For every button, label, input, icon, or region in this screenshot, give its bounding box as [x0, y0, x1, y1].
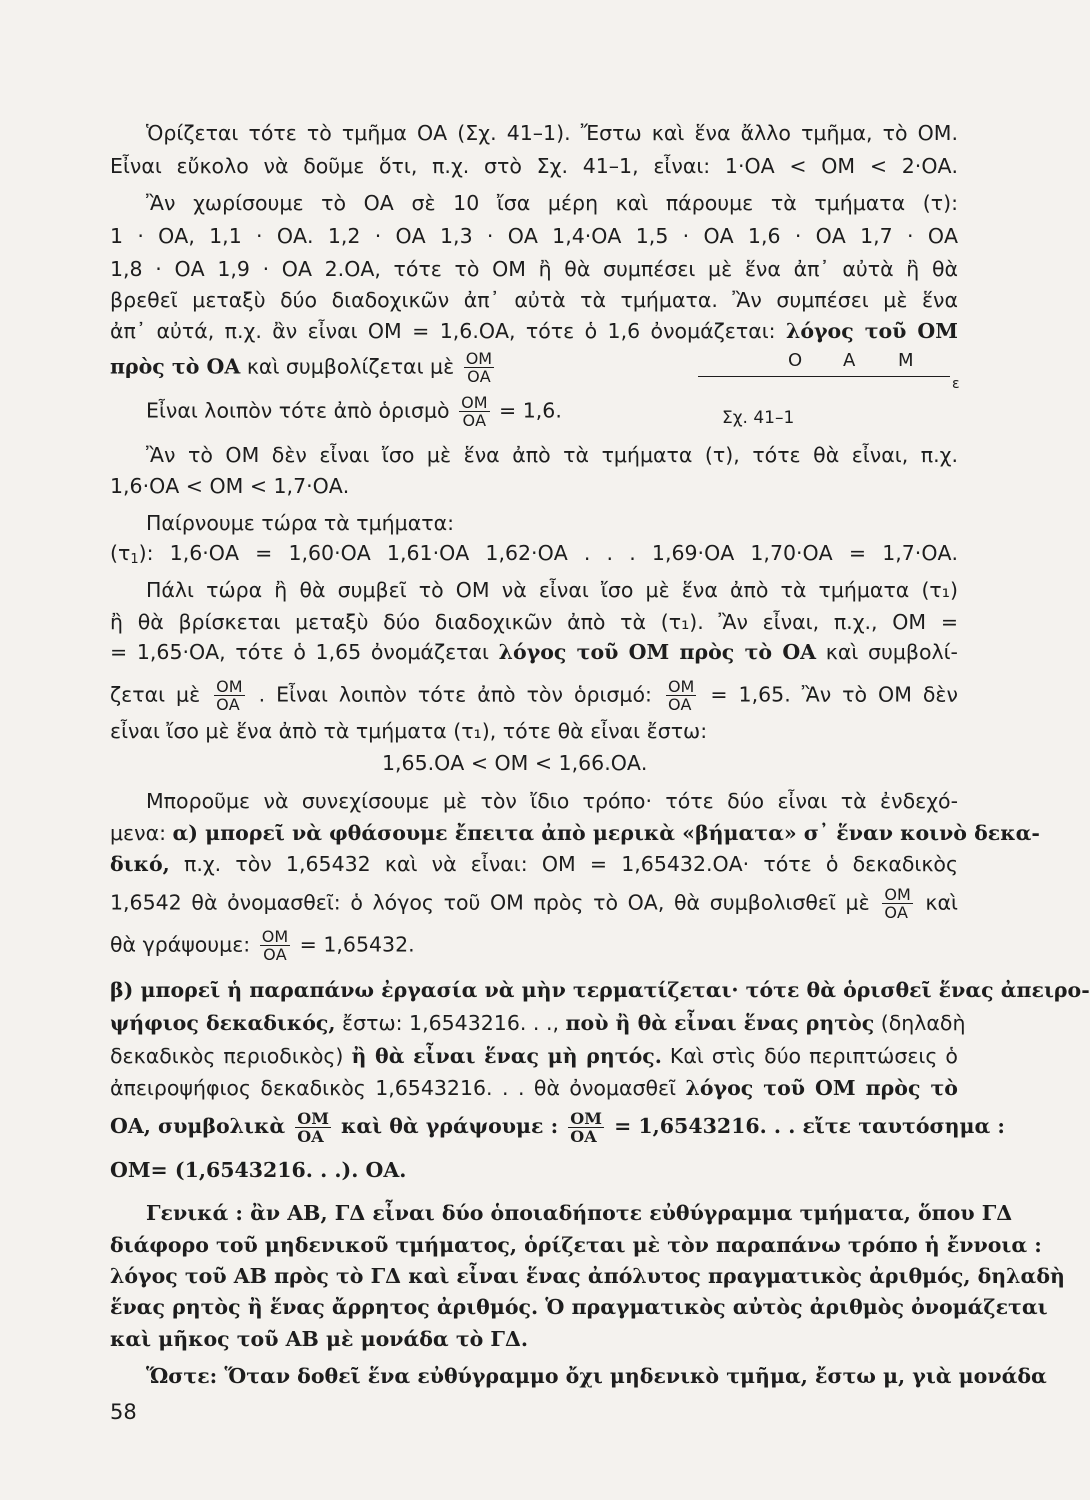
text-span: καὶ συμβολί-: [825, 640, 958, 664]
bold-term: ἢ θὰ εἶναι ἕνας μὴ ρητός.: [351, 1044, 662, 1068]
fraction-denominator: ΟΑ: [263, 945, 287, 964]
text-line: διάφορο τοῦ μηδενικοῦ τμήματος, ὁρίζεται μὲ τὸν παραπάνω τρόπο ἡ ἔννοια :: [110, 1233, 1042, 1257]
text-line: [110, 538, 958, 575]
text-line: Ἂν τὸ ΟΜ δὲν εἶναι ἴσο μὲ ἕνα ἀπὸ τὰ τμήματα (τ), τότε θὰ εἶναι, π.χ.: [146, 443, 958, 467]
text-line: Πάλι τώρα ἢ θὰ συμβεῖ τὸ ΟΜ νὰ εἶναι ἴσο μὲ ἕνα ἀπὸ τὰ τμήματα (τ₁): [146, 578, 958, 602]
text-span: μενα:: [110, 821, 166, 845]
text-span: καὶ θὰ γράψουμε :: [341, 1114, 559, 1138]
text-span: Καὶ στὶς δύο περιπτώσεις ὁ: [669, 1044, 958, 1068]
text-line: Ὥστε: Ὅταν δοθεῖ ἕνα εὐθύγραμμο ὄχι μηδενικὸ τμῆμα, ἔστω μ, γιὰ μονάδα: [146, 1364, 1047, 1388]
text-span: δεκαδικὸς περιοδικὸς): [110, 1044, 344, 1068]
text-line: Εἶναι εὔκολο νὰ δοῦμε ὅτι, π.χ. στὸ Σχ. 41–1, εἶναι: 1·ΟΑ < ΟΜ < 2·ΟΑ.: [110, 154, 958, 178]
fraction-numerator: ΟΜ: [465, 349, 493, 368]
bold-term: λόγος τοῦ ΟΜ: [785, 319, 958, 343]
fraction-om-oa: [295, 1110, 331, 1145]
text-line: 1 · ΟΑ, 1,1 · ΟΑ. 1,2 · ΟΑ 1,3 · ΟΑ 1,4·ΟΑ 1,5 · ΟΑ 1,6 · ΟΑ 1,7 · ΟΑ: [110, 224, 958, 248]
text-line: [110, 1109, 1005, 1146]
segment-line: [698, 376, 950, 377]
text-line: [110, 849, 958, 879]
bold-term: λόγος τοῦ ΟΜ πρὸς τὸ: [685, 1076, 958, 1100]
text-span: ): 1,6·ΟΑ = 1,60·ΟΑ 1,61·ΟΑ 1,62·ΟΑ . . . 1,69·ΟΑ 1,70·ΟΑ = 1,7·ΟΑ.: [138, 541, 958, 565]
text-span: ΟΑ, συμβολικὰ: [110, 1114, 286, 1138]
point-label-a: Α: [843, 350, 856, 371]
text-line: [110, 818, 1040, 848]
text-span: ἀπ᾽ αὐτά, π.χ. ἂν εἶναι ΟΜ = 1,6.ΟΑ, τότε ὁ 1,6 ὀνομάζεται:: [110, 319, 776, 343]
text-span: (τ: [110, 541, 131, 565]
text-line: ἢ θὰ βρίσκεται μεταξὺ δύο διαδοχικῶν ἀπὸ τὰ (τ₁). Ἂν εἶναι, π.χ., ΟΜ =: [110, 610, 958, 634]
fraction-om-oa: [459, 394, 489, 429]
text-span: = 1,65432.: [299, 932, 415, 957]
figure-caption: Σχ. 41–1: [722, 408, 795, 428]
fraction-om-oa: [882, 886, 912, 921]
fraction-denominator: ΟΑ: [884, 903, 908, 922]
fraction-om-oa: [666, 678, 696, 713]
point-label-m: Μ: [898, 350, 914, 371]
text-span: καὶ: [925, 890, 958, 915]
text-span: = 1,6543216. . . εἴτε ταυτόσημα :: [614, 1114, 1005, 1138]
text-line: βρεθεῖ μεταξὺ δύο διαδοχικῶν ἀπ᾽ αὐτὰ τὰ τμήματα. Ἂν συμπέσει μὲ ἕνα: [110, 288, 958, 312]
text-span: 1,6542 θὰ ὀνομασθεῖ: ὁ λόγος τοῦ ΟΜ πρὸς τὸ ΟΑ, θὰ συμβολισθεῖ μὲ: [110, 890, 870, 915]
text-span: = 1,6.: [499, 398, 562, 423]
fraction-numerator: ΟΜ: [667, 677, 695, 696]
fraction-om-oa: [260, 928, 290, 963]
text-line: εἶναι ἴσο μὲ ἕνα ἀπὸ τὰ τμήματα (τ₁), τότε θὰ εἶναι ἔστω:: [110, 719, 708, 743]
text-line: Παίρνουμε τώρα τὰ τμήματα:: [146, 511, 454, 535]
fraction-denominator: ΟΑ: [467, 367, 491, 386]
fraction-numerator: ΟΜ: [297, 1109, 329, 1128]
fraction-denominator: ΟΑ: [297, 1127, 324, 1146]
fraction-numerator: ΟΜ: [461, 393, 488, 412]
text-line: [110, 678, 958, 713]
figure-41-1: [670, 350, 960, 450]
bold-term: δικό,: [110, 852, 170, 876]
text-line: [110, 1073, 958, 1103]
fraction-numerator: ΟΜ: [261, 927, 289, 946]
bold-term: ποὺ ἢ θὰ εἶναι ἕνας ρητὸς: [565, 1011, 875, 1035]
text-line: 1,8 · ΟΑ 1,9 · ΟΑ 2.ΟΑ, τότε τὸ ΟΜ ἢ θὰ συμπέσει μὲ ἕνα ἀπ᾽ αὐτὰ ἢ θὰ: [110, 257, 958, 281]
fraction-denominator: ΟΑ: [462, 411, 487, 430]
text-line: λόγος τοῦ ΑΒ πρὸς τὸ ΓΔ καὶ εἶναι ἕνας ἀπόλυτος πραγματικὸς ἀριθμός, δηλαδὴ: [110, 1264, 1065, 1288]
text-line: ἕνας ρητὸς ἢ ἕνας ἄρρητος ἀριθμός. Ὁ πραγματικὸς αὐτὸς ἀριθμὸς ὀνομάζεται: [110, 1295, 1048, 1319]
text-line: καὶ μῆκος τοῦ ΑΒ μὲ μονάδα τὸ ΓΔ.: [110, 1327, 529, 1351]
text-line: Ἂν χωρίσουμε τὸ ΟΑ σὲ 10 ἴσα μέρη καὶ πάρουμε τὰ τμήματα (τ):: [146, 191, 958, 215]
page-number: 58: [110, 1400, 137, 1424]
text-span: θὰ γράψουμε:: [110, 932, 251, 957]
text-line: 1,6·ΟΑ < ΟΜ < 1,7·ΟΑ.: [110, 474, 350, 498]
bold-term: πρὸς τὸ ΟΑ: [110, 354, 241, 379]
text-line: [110, 316, 958, 346]
fraction-denominator: ΟΑ: [216, 695, 240, 714]
bold-term: α) μπορεῖ νὰ φθάσουμε ἔπειτα ἀπὸ μερικὰ «βήματα» σ᾽ ἕναν κοινὸ δεκα-: [172, 821, 1040, 845]
text-span: Εἶναι λοιπὸν τότε ἀπὸ ὁρισμὸ: [146, 398, 450, 423]
text-span: = 1,65·ΟΑ, τότε ὁ 1,65 ὀνομάζεται: [110, 640, 489, 664]
fraction-numerator: ΟΜ: [884, 885, 911, 904]
text-line: [110, 1008, 966, 1038]
text-span: . Εἶναι λοιπὸν τότε ἀπὸ τὸν ὁρισμό:: [258, 682, 652, 707]
subscript: 1: [130, 552, 139, 567]
text-span: ζεται μὲ: [110, 682, 201, 707]
text-span: π.χ. τὸν 1,65432 καὶ νὰ εἶναι: ΟΜ = 1,65432.ΟΑ· τότε ὁ δεκαδικὸς: [183, 852, 958, 876]
fraction-om-oa: [464, 350, 494, 385]
fraction-denominator: ΟΑ: [667, 695, 692, 714]
bold-term: ψήφιος δεκαδικός,: [110, 1011, 336, 1035]
bold-term: λόγος τοῦ ΟΜ πρὸς τὸ ΟΑ: [498, 640, 817, 664]
fraction-numerator: ΟΜ: [216, 677, 243, 696]
text-line: Ὁρίζεται τότε τὸ τμῆμα ΟΑ (Σχ. 41–1). Ἔστω καὶ ἕνα ἄλλο τμῆμα, τὸ ΟΜ.: [146, 121, 958, 145]
text-line: ΟΜ= (1,6543216. . .). ΟΑ.: [110, 1158, 407, 1182]
fraction-om-oa: [214, 678, 244, 713]
point-label-o: Ο: [788, 350, 803, 371]
text-span: καὶ συμβολίζεται μὲ: [246, 354, 455, 379]
text-line: [110, 350, 550, 385]
fraction-om-oa: [568, 1110, 604, 1145]
text-span: ἔστω: 1,6543216. . .,: [342, 1011, 566, 1035]
text-line: [110, 637, 958, 667]
text-span: [110, 541, 958, 565]
text-span: (δηλαδὴ: [880, 1011, 966, 1035]
text-line: Μποροῦμε νὰ συνεχίσουμε μὲ τὸν ἴδιο τρόπο· τότε δύο εἶναι τὰ ἐνδεχό-: [146, 789, 958, 813]
text-line: β) μπορεῖ ἡ παραπάνω ἐργασία νὰ μὴν τερματίζεται· τότε θὰ ὁρισθεῖ ἕνας ἀπειρο-: [110, 978, 1090, 1002]
text-line: 1,65.ΟΑ < ΟΜ < 1,66.ΟΑ.: [382, 751, 648, 775]
text-line: [110, 1041, 958, 1071]
fraction-denominator: ΟΑ: [570, 1127, 597, 1146]
fraction-numerator: ΟΜ: [570, 1109, 602, 1128]
line-label-e: ε: [952, 376, 960, 392]
text-line: Γενικά : ἂν ΑΒ, ΓΔ εἶναι δύο ὁποιαδήποτε εὐθύγραμμα τμήματα, ὅπου ΓΔ: [146, 1201, 1013, 1225]
text-span: ἀπειροψήφιος δεκαδικὸς 1,6543216. . . θὰ ὀνομασθεῖ: [110, 1076, 677, 1100]
text-line: [110, 394, 670, 429]
text-span: = 1,65. Ἂν τὸ ΟΜ δὲν: [710, 682, 958, 707]
text-line: [110, 928, 958, 963]
text-line: [110, 886, 958, 921]
